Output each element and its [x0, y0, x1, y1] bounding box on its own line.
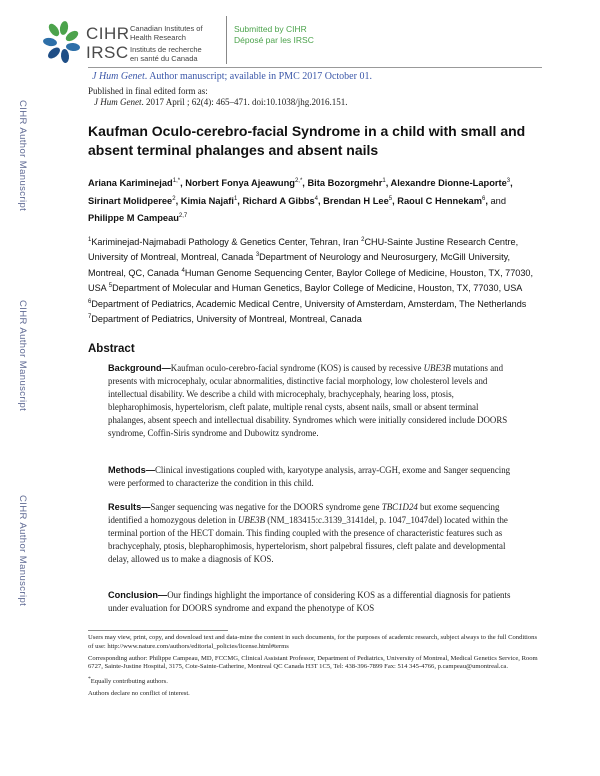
conclusion-text: Our findings highlight the importance of considering KOS as a differential diagnosis for patients under evaluation for DOORS syndrome and expand the phenotype of KOS: [108, 590, 511, 613]
results-label: Results—: [108, 502, 151, 512]
side-stamp: CIHR Author Manuscript: [17, 495, 28, 607]
author-name: Kimia Najafi: [180, 195, 234, 206]
equal-text: Equally contributing authors.: [90, 678, 168, 686]
author-affiliation-mark: 1: [382, 178, 386, 184]
author-affiliation-mark: 6: [482, 195, 486, 202]
gene-name: UBE3B: [423, 363, 451, 373]
journal-abbrev: J Hum Genet: [92, 71, 145, 82]
results-text: but exome sequencing identified a homozygous deletion in: [108, 502, 500, 525]
logo-french-name: [130, 45, 225, 63]
author-name: Norbert Fonya Ajeawung: [185, 178, 295, 189]
affiliation-number: 2: [361, 237, 365, 243]
affiliation-text: Department of Neurology and Neurosurgery, McGill University, Montreal, QC, Canada: [88, 252, 511, 278]
affiliation-text: Department of Pediatrics, Academic Medical Centre, University of Amsterdam, Amsterdam, The Netherlands: [91, 298, 527, 309]
abstract-methods: [108, 464, 518, 490]
author-name: Bita Bozorgmehr: [307, 178, 383, 189]
journal-line-rest: . Author manuscript; available in PMC 2017 October 01.: [144, 71, 372, 82]
background-label: Background—: [108, 363, 171, 373]
logo-english-name: [130, 24, 225, 42]
footnote-rule: [88, 630, 228, 631]
submitted-en: Submitted by CIHR: [234, 24, 307, 34]
affiliation-number: 6: [88, 298, 92, 305]
affiliation-text: Department of Molecular and Human Genetics, Baylor College of Medicine, Houston, TX, 77030, USA: [112, 283, 522, 294]
author-name: Ariana Kariminejad: [88, 178, 173, 189]
author-affiliation-mark: 2,*: [294, 178, 303, 184]
results-text: Sanger sequencing was negative for the DOORS syndrome gene: [150, 502, 382, 512]
methods-text: Clinical investigations coupled with, karyotype analysis, array-CGH, exome and Sanger sequencing were performed to characterize the condition in this child.: [108, 465, 511, 488]
abstract-results: [108, 501, 518, 566]
affiliation-text: Department of Pediatrics, University of Montreal, Montreal, Canada: [91, 314, 362, 325]
logo-english-line: Health Research: [130, 33, 186, 42]
author-affiliation-mark: 1: [233, 195, 238, 202]
logo-french-line: en santé du Canada: [130, 54, 198, 63]
methods-label: Methods—: [108, 465, 155, 475]
background-text: Kaufman oculo-cerebro-facial syndrome (KOS) is caused by recessive: [170, 363, 424, 373]
abstract-heading: Abstract: [88, 343, 135, 355]
equal-contribution: [88, 675, 543, 687]
logo-irsc-text: IRSC: [86, 43, 129, 62]
author-name: Sirinart Molidperee: [88, 195, 173, 206]
conflict-statement: Authors declare no conflict of interest.: [88, 690, 190, 698]
affiliation-number: 1: [88, 237, 92, 243]
logo-cihr-text: CIHR: [86, 24, 130, 43]
submitted-by-label: [234, 24, 314, 46]
terms-of-use: Users may view, print, copy, and download text and data-mine the content in such documents, for the purposes of academic research, subject always to the full Conditions of use: http://www.nature.com/authors/editorial_policies/license.html#terms: [88, 634, 538, 650]
affiliation-number: 3: [255, 252, 260, 259]
citation-rest: . 2017 April ; 62(4): 465–471. doi:10.1038/jhg.2016.151.: [141, 97, 348, 107]
affiliation-number: 7: [88, 314, 92, 321]
citation-line: [94, 97, 347, 107]
logo-divider: [226, 16, 227, 64]
author-affiliation-mark: 5: [388, 195, 393, 202]
gene-name: UBE3B: [237, 515, 266, 525]
author-name: Philippe M Campeau: [88, 213, 179, 224]
affiliations: [88, 234, 536, 327]
author-name: Raoul C Hennekam: [397, 195, 482, 206]
author-affiliation-mark: 2: [172, 195, 176, 202]
author-affiliation-mark: 2,7: [178, 213, 188, 220]
author-manuscript-line[interactable]: [92, 71, 372, 82]
corresponding-author: Corresponding author: Philippe Campeau, MD, FCCMG, Clinical Assistant Professor, Department of Pediatrics, University of Montreal, Medical Genetics Service, Room 6727, Sainte-Justine Hospital, 3175, Cote-Sainte-Catherine, Montreal QC Canada H3T 1C5, Tel: 438-396-7899 Fax: 514 345-4766, p.campeau@umontreal.ca.: [88, 654, 538, 671]
background-text: mutations and presents with microcephaly, ocular abnormalities, distinctive facial morphology, low cholesterol levels and intellectual disability. We describe a child with microcephaly, brachycephaly, hearing loss, ptosis, blepharophimosis, hypertelorism, cleft palate, multiple renal cysts, absent nails, small or absent terminal phalanges, absent speech and intellectual disability. Syndromes which were initially considered include DOORS syndrome, Coffin-Siris syndrome and Dubowitz syndrome.: [108, 363, 508, 438]
author-name: Alexandre Dionne-Laporte: [390, 178, 507, 189]
submitted-fr: Déposé par les IRSC: [234, 35, 314, 45]
results-text: (NM_183415:c.3139_3141del, p. 1047_1047del) located within the terminal portion of the HECT domain. This finding coupled with the presence of characteristic features such as brachycephaly, ptosis, blepharophimosis, hypertelorism, short palpebral fissures, cleft palate and developmental delay, allowed us to make a diagnosis of KOS.: [108, 515, 508, 564]
author-affiliation-mark: 4: [314, 195, 318, 202]
conclusion-label: Conclusion—: [108, 590, 168, 600]
abstract-background: [108, 362, 518, 440]
equal-mark: *: [88, 676, 91, 683]
gene-name: TBC1D24: [381, 502, 418, 512]
affiliation-number: 5: [108, 283, 113, 290]
header-rule: [88, 67, 542, 68]
author-name: Brendan H Lee: [323, 195, 389, 206]
abstract-conclusion: [108, 589, 518, 615]
footnotes: [88, 634, 543, 702]
author-affiliation-mark: 3: [506, 178, 511, 184]
authors-and: and: [490, 195, 507, 206]
logo-english-line: Canadian Institutes of: [130, 24, 203, 33]
paper-title: Kaufman Oculo-cerebro-facial Syndrome in a child with small and absent terminal phalanges and absent nails: [88, 123, 526, 158]
author-name: Richard A Gibbs: [242, 195, 315, 206]
side-stamp: CIHR Author Manuscript: [17, 300, 28, 412]
cihr-leaf-logo-icon: [40, 20, 84, 64]
side-stamp: CIHR Author Manuscript: [17, 100, 28, 212]
affiliation-number: 4: [181, 267, 185, 274]
author-affiliation-mark: 1,*: [172, 178, 181, 184]
logo-french-line: Instituts de recherche: [130, 45, 202, 54]
affiliation-text: Human Genome Sequencing Center, Baylor College of Medicine, Houston, TX, 77030, USA: [88, 267, 533, 294]
affiliation-text: Kariminejad-Najmabadi Pathology & Genetics Center, Tehran, Iran: [91, 237, 362, 248]
author-list: Ariana Kariminejad$^{1,*}$, Norbert Fonya Ajeawung$^{2,*}$, Bita Bozorgmehr$^1$, Alexandre Dionne-Laporte$^3$, Sirinart Molidperee$^2$, Kimia Najafi$^1$, Richard A Gibbs$^4$, Brendan H Lee$^5$, Raoul C Hennekam$^6$, and Philippe M Campeau$^{2,7}$: [88, 178, 513, 224]
citation-journal: J Hum Genet: [94, 97, 142, 107]
affiliation-text: CHU-Sainte Justine Research Centre, University of Montreal, Montreal, Canada: [88, 237, 519, 263]
published-label: Published in final edited form as:: [88, 86, 208, 96]
